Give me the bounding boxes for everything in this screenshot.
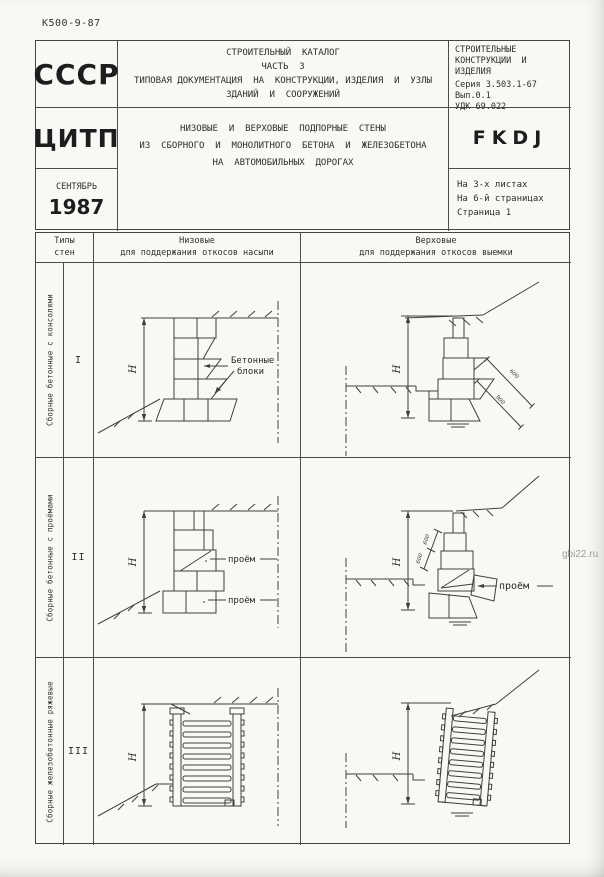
row2-low-diagram-cell	[94, 458, 301, 657]
course-dim-2: 600	[415, 552, 425, 565]
series-cell	[449, 41, 571, 113]
row2-type-label: Сборные бетонные с проёмами	[45, 493, 54, 622]
row1-numeral: I	[74, 354, 83, 366]
diagram-low-block-wall	[94, 263, 301, 458]
diagram-high-opening-wall	[301, 458, 571, 658]
series-line3: ИЗДЕЛИЯ	[455, 67, 491, 78]
sheets-line2: На 6-й страницах	[457, 193, 544, 204]
doc-number: К500-9-87	[42, 18, 101, 29]
row1-low-diagram-cell	[94, 263, 301, 457]
series-line1: СТРОИТЕЛЬНЫЕ	[455, 45, 517, 55]
low-header-line1: Низовые	[179, 236, 215, 246]
subject-line2: ИЗ СБОРНОГО И МОНОЛИТНОГО БЕТОНА И ЖЕЛЕЗОБЕТОНА	[139, 141, 427, 152]
catalog-line3: ТИПОВАЯ ДОКУМЕНТАЦИЯ НА КОНСТРУКЦИИ, ИЗДЕЛИЯ И УЗЛЫ	[133, 75, 432, 86]
row3-high-diagram-cell	[301, 658, 571, 845]
row2-numeral: II	[71, 552, 86, 563]
publisher-cell	[33, 108, 120, 169]
row3-low-diagram-cell	[94, 658, 301, 845]
month-label: СЕНТЯБРЬ	[56, 182, 97, 192]
height-dim-label: Н	[128, 557, 139, 567]
row1-numeral-cell	[64, 263, 94, 457]
issuer-label: СССР	[33, 57, 120, 91]
year-label: 1987	[48, 195, 105, 220]
high-header-line1: Верховые	[415, 236, 457, 246]
height-dim-label: Н	[392, 557, 403, 567]
udk-number: УДК 69.022	[455, 102, 507, 113]
issue-number: Вып.0.1	[455, 91, 491, 102]
row3-numeral: III	[67, 746, 90, 757]
issuer-cell	[33, 41, 120, 108]
opening-label: проём	[499, 581, 530, 592]
types-header-line1: Типы	[54, 236, 75, 246]
col-header-high-walls	[301, 233, 571, 263]
row3-type-label-cell	[36, 658, 64, 845]
row1-type-label-cell	[36, 263, 64, 457]
row3-numeral-cell	[64, 658, 94, 845]
height-dim-label: Н	[392, 364, 403, 374]
watermark: gbi22.ru	[562, 549, 599, 560]
catalog-line2: ЧАСТЬ 3	[261, 61, 305, 72]
catalog-line4: ЗДАНИЙ И СООРУЖЕНИЙ	[226, 89, 340, 100]
row2-high-diagram-cell	[301, 458, 571, 657]
series-number: Серия 3.503.1-67	[455, 80, 537, 91]
table-row	[36, 458, 571, 658]
low-header-line2: для поддержания откосов насыпи	[120, 247, 274, 258]
height-dim-label: Н	[392, 751, 403, 761]
opening-label-2: проём	[228, 596, 256, 606]
date-cell	[36, 169, 118, 231]
table-row	[36, 658, 571, 845]
diagram-high-crib-wall	[301, 658, 571, 845]
diagram-low-crib-wall	[94, 658, 301, 845]
wall-types-table	[35, 232, 570, 844]
types-header-line2: стен	[54, 247, 75, 258]
header-table	[35, 40, 570, 230]
class-code: FKDJ	[472, 127, 548, 149]
col-header-low-walls	[94, 233, 301, 263]
subject-line3: НА АВТОМОБИЛЬНЫХ ДОРОГАХ	[212, 158, 354, 169]
height-dim-label: Н	[128, 752, 139, 762]
course-dim-1: 600	[422, 533, 432, 546]
height-dim-label: Н	[128, 364, 139, 374]
publisher-label: ЦИТП	[33, 123, 120, 153]
blocks-label-line2: блоки	[237, 367, 265, 377]
row3-type-label: Сборные железобетонные ряжевые	[45, 680, 54, 823]
row2-type-label-cell	[36, 458, 64, 657]
sheets-cell	[449, 169, 571, 231]
table-row	[36, 263, 571, 458]
class-code-cell	[449, 108, 571, 169]
series-line2: КОНСТРУКЦИИ И	[455, 56, 527, 67]
opening-label-1: проём	[228, 555, 256, 565]
row2-numeral-cell	[64, 458, 94, 657]
blocks-label-line1: Бетонные	[231, 356, 275, 366]
subject-line1: НИЗОВЫЕ И ВЕРХОВЫЕ ПОДПОРНЫЕ СТЕНЫ	[180, 124, 386, 134]
diagram-high-block-wall	[301, 263, 571, 458]
high-header-line2: для поддержания откосов выемки	[359, 247, 513, 258]
row1-high-diagram-cell	[301, 263, 571, 457]
catalog-title-cell	[118, 41, 449, 108]
step-dim-a: 600	[507, 368, 520, 381]
sheets-line1: На 3-х листах	[457, 180, 528, 190]
subject-title-cell	[118, 108, 449, 231]
row1-type-label: Сборные бетонные с консолями	[45, 293, 54, 427]
catalog-line1: СТРОИТЕЛЬНЫЙ КАТАЛОГ	[226, 48, 340, 58]
col-header-types	[36, 233, 94, 263]
sheets-line3: Страница 1	[457, 207, 512, 218]
step-dim-b: 900	[493, 394, 506, 407]
diagram-low-opening-wall	[94, 458, 301, 658]
